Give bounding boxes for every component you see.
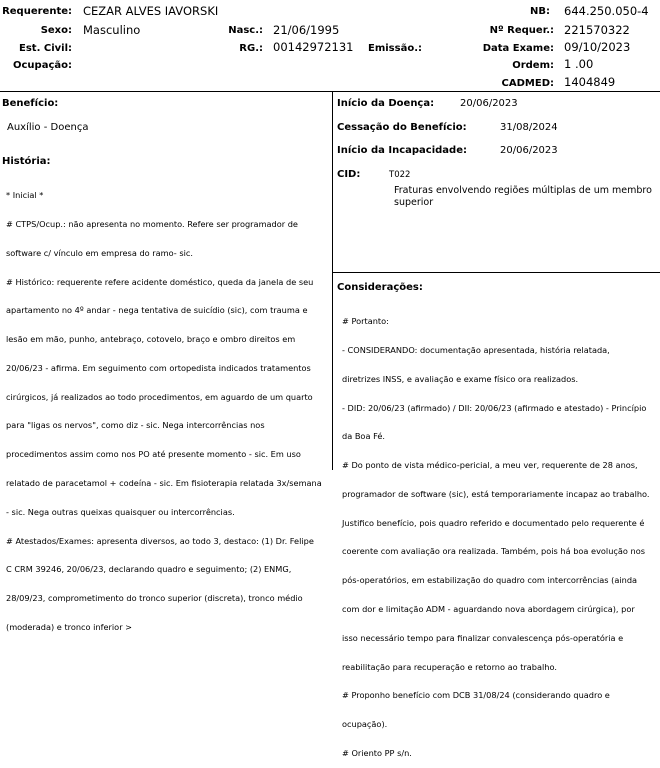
cessacao-value: 31/08/2024 (500, 122, 558, 133)
nreq-value: 221570322 (564, 23, 630, 37)
sexo-label: Sexo: (40, 25, 72, 36)
inicio-doenca-label: Início da Doença: (337, 98, 435, 109)
nb-label: NB: (530, 6, 550, 17)
consideracoes-line: com dor e limitação ADM - aguardando nova abordagem cirúrgica), por (342, 604, 635, 614)
historia-line: apartamento no 4º andar - nega tentativa de suicídio (sic), com trauma e (6, 305, 308, 316)
header-divider (0, 91, 660, 92)
historia-line: lesão em mão, punho, antebraço, cotovelo, braço e ombro direitos em (6, 334, 296, 345)
cadmed-label: CADMED: (501, 78, 554, 89)
beneficio-label: Benefício: (2, 98, 59, 109)
rg-label: RG.: (239, 43, 263, 54)
consideracoes-line: - CONSIDERANDO: documentação apresentada, história relatada, (342, 344, 610, 355)
cid-description (394, 185, 652, 208)
consideracoes-line: coerente com avaliação ora realizada. Também, pois há boa evolução nos (342, 546, 645, 557)
consideracoes-line: programador de software (sic), está temporariamente incapaz ao trabalho. (342, 488, 650, 499)
data-exame-value: 09/10/2023 (564, 40, 631, 54)
column-divider (332, 91, 333, 470)
consideracoes-line: - DID: 20/06/23 (afirmado) / DII: 20/06/23 (afirmado e atestado) - Princípio (342, 402, 647, 413)
inicio-doenca-value: 20/06/2023 (460, 98, 518, 109)
cid-description-line: superior (394, 196, 434, 208)
historia-line: 28/09/23, comprometimento do tronco superior (discreta), tronco médio (6, 593, 303, 604)
consideracoes-line: reabilitação para recuperação e retorno ao trabalho. (342, 661, 557, 672)
consideracoes-line: pós-operatórios, em estabilização do quadro com intercorrências (ainda (342, 575, 638, 586)
historia-line: (moderada) e tronco inferior > (6, 621, 133, 632)
consideracoes-line: Justifico benefício, pois quadro referido e documentado pelo requerente é (342, 517, 645, 528)
historia-line: software c/ vínculo em empresa do ramo- sic. (6, 247, 193, 258)
consideracoes-label: Considerações: (337, 282, 423, 293)
nasc-label: Nasc.: (228, 25, 263, 36)
data-exame-label: Data Exame: (482, 43, 554, 54)
cessacao-label: Cessação do Benefício: (337, 122, 467, 133)
consideracoes-line: # Proponho benefício com DCB 31/08/24 (considerando quadro e (342, 690, 610, 701)
historia-line: para "ligas os nervos", como diz - sic. Nega intercorrências nos (6, 420, 265, 431)
consideracoes-line: # Portanto: (342, 316, 389, 327)
sexo-value: Masculino (83, 23, 141, 37)
ordem-label: Ordem: (512, 60, 554, 71)
historia-line: relatado de paracetamol + codeína - sic. Em fisioterapia relatada 3x/semana (6, 478, 322, 488)
historia-line: # CTPS/Ocup.: não apresenta no momento. Refere ser programador de (6, 218, 298, 229)
consideracoes-line: # Do ponto de vista médico-pericial, a meu ver, requerente de 28 anos, (342, 460, 638, 471)
historia-label: História: (2, 156, 51, 167)
ordem-value: 1 .00 (564, 57, 594, 71)
historia-line: # Histórico: requerente refere acidente doméstico, queda da janela de seu (6, 276, 314, 287)
historia-text (6, 172, 322, 642)
nasc-value: 21/06/1995 (273, 23, 340, 37)
inicio-incapacidade-label: Início da Incapacidade: (337, 145, 467, 156)
consideracoes-line: # Oriento PP s/n. (342, 747, 412, 758)
requerente-value: CEZAR ALVES IAVORSKI (83, 4, 219, 18)
consideracoes-text (342, 298, 650, 768)
cadmed-value: 1404849 (564, 75, 616, 89)
right-section-divider (332, 272, 660, 273)
ocupacao-label: Ocupação: (13, 60, 72, 71)
beneficio-value: Auxílio - Doença (7, 122, 89, 133)
historia-line: 20/06/23 - afirma. Em seguimento com ortopedista indicados tratamentos (6, 362, 311, 373)
consideracoes-line: isso necessário tempo para finalizar convalescença pós-operatória e (342, 632, 624, 643)
cid-description-line: Fraturas envolvendo regiões múltiplas de um membro (394, 185, 652, 196)
historia-line: - sic. Nega outras queixas quaisquer ou intercorrências. (6, 506, 235, 517)
cid-label: CID: (337, 169, 361, 180)
consideracoes-line: da Boa Fé. (342, 431, 385, 442)
consideracoes-line: diretrizes INSS, e avaliação e exame físico ora realizados. (342, 373, 579, 384)
consideracoes-line: ocupação). (342, 719, 388, 730)
estcivil-label: Est. Civil: (19, 43, 72, 54)
emissao-label: Emissão.: (368, 43, 422, 54)
historia-line: # Atestados/Exames: apresenta diversos, ao todo 3, destaco: (1) Dr. Felipe (6, 535, 314, 546)
nb-value: 644.250.050-4 (564, 4, 649, 18)
cid-code: T022 (389, 170, 411, 180)
nreq-label: Nº Requer.: (489, 25, 554, 36)
requerente-label: Requerente: (2, 6, 72, 17)
historia-line: C CRM 39246, 20/06/23, declarando quadro e seguimento; (2) ENMG, (6, 564, 292, 575)
inicio-incapacidade-value: 20/06/2023 (500, 145, 558, 156)
rg-value: 00142972131 (273, 40, 354, 54)
historia-line: * Inicial * (6, 190, 44, 201)
historia-line: procedimentos assim como nos PO até presente momento - sic. Em uso (6, 449, 301, 460)
historia-line: cirúrgicos, já realizados ao todo procedimentos, em aguardo de um quarto (6, 391, 313, 402)
